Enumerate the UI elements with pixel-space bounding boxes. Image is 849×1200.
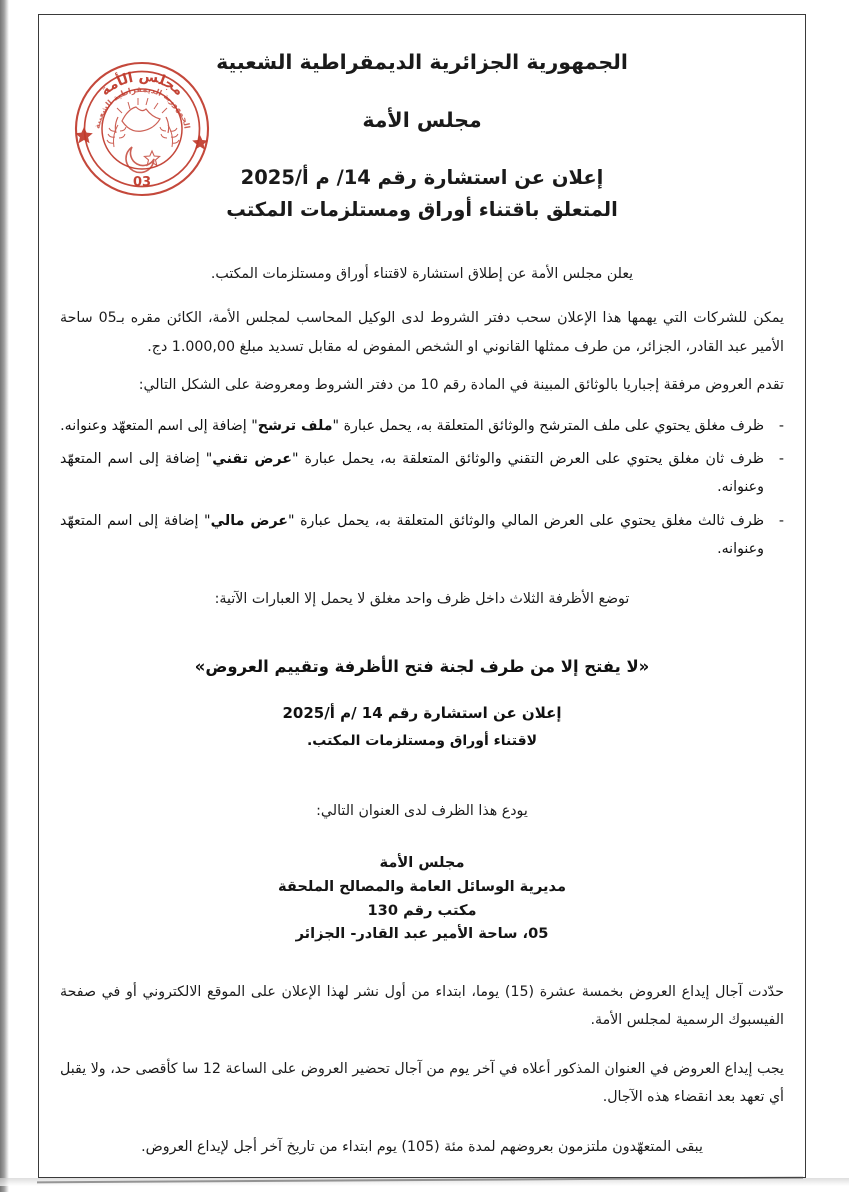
envelope-marking-quote: «لا يفتح إلا من طرف لجنة فتح الأظرفة وتقييم العروض» [194,656,650,676]
bullet-dash: - [778,512,784,529]
list-item [60,507,784,564]
envelope-text-before: ظرف ثان مغلق يحتوي على العرض التقني والوثائق المتعلقة به، يحمل عبارة " [291,450,764,467]
envelope-text-after: " إضافة إلى اسم المتعهّد وعنوانه. [60,450,764,496]
seal-number: 03 [132,175,152,190]
envelope-text-before: ظرف مغلق يحتوي على ملف المترشح والوثائق المتعلقة به، يحمل عبارة " [332,417,764,434]
title-council-name: مجلس الأمة [362,107,482,132]
paragraph-offer-presentation: تقدم العروض مرفقة إجباريا بالوثائق المبينة في المادة رقم 10 من دفتر الشروط ومعروضة على الشكل التالي: [138,377,784,394]
svg-text:الجمهورية الديمقراطية الشعبية: الجمهورية الديمقراطية الشعبية [92,84,192,130]
address-line: مجلس الأمة [379,854,465,872]
envelope-text-before: ظرف ثالث مغلق يحتوي على العرض المالي والوثائق المتعلقة به، يحمل عبارة " [288,512,764,529]
deposit-address-block [60,851,784,946]
title-announcement-reference: إعلان عن استشارة رقم 14/ م أ/2025 [240,166,604,190]
title-republic: الجمهورية الجزائرية الديمقراطية الشعبية [216,50,628,74]
paragraph-offer-validity: يبقى المتعهّدون ملتزمون بعروضهم لمدة مئة (105) يوم ابتداء من تاريخ آخر أجل لإيداع العروض. [141,1139,703,1156]
scan-edge-shadow-left [0,0,9,1192]
paragraph-three-envelopes-note: توضع الأظرفة الثلاث داخل ظرف واحد مغلق لا يحمل إلا العبارات الآتية: [214,590,630,607]
paragraph-deposit-time-limit: يجب إيداع العروض في العنوان المذكور أعلاه في آخر يوم من آجال تحضير العروض على الساعة 12 سا كأقصى حد، ولا يقبل أي تعهد بعد انقضاء هذه الآجال. [60,1060,784,1106]
paragraph-intro: يعلن مجلس الأمة عن إطلاق استشارة لاقتناء أوراق ومستلزمات المكتب. [210,265,634,282]
bullet-dash: - [778,450,784,467]
svg-text:مجلس الأمة: مجلس الأمة [97,68,187,100]
paragraph-specifications-withdrawal: يمكن للشركات التي يهمها هذا الإعلان سحب دفتر الشروط لدى الوكيل المحاسب لمجلس الأمة، الكائن مقره بـ05 ساحة الأمير عبد القادر، الجزائر، من طرف ممثلها القانوني او الشخص المفوض له مقابل تسديد مبلغ 1.000,00 دج. [60,310,784,355]
document-content [46,22,798,1172]
paragraph-deposit-intro: يودع هذا الظرف لدى العنوان التالي: [316,802,528,819]
title-announcement-subject: المتعلق باقتناء أوراق ومستلزمات المكتب [226,197,618,221]
address-line: 05، ساحة الأمير عبد القادر- الجزائر [295,925,549,943]
address-line: مكتب رقم 130 [367,901,477,919]
envelope-marking-subject: لاقتناء أوراق ومستلزمات المكتب. [306,732,538,749]
envelope-marking-reference: إعلان عن استشارة رقم 14 /م أ/2025 [282,704,562,723]
envelope-requirements-list [60,412,784,564]
list-item [60,412,784,440]
address-line: مديرية الوسائل العامة والمصالح الملحقة [277,877,567,895]
envelope-text-after: " إضافة إلى اسم المتعهّد وعنوانه. [60,512,764,558]
envelope-label-emphasis: عرض مالي [210,512,288,529]
envelope-text-after: " إضافة إلى اسم المتعهّد وعنوانه. [60,417,258,434]
envelope-label-emphasis: عرض تقني [212,450,292,467]
list-item [60,445,784,502]
envelope-label-emphasis: ملف ترشح [257,417,333,434]
paragraph-submission-deadline: حدّدت آجال إيداع العروض بخمسة عشرة (15) يوما، ابتداء من أول نشر لهذا الإعلان على الموقع الالكتروني أو في صفحة الفيسبوك الرسمية لمجلس الأمة. [60,983,785,1029]
bullet-dash: - [778,417,784,434]
document-header [60,50,784,222]
